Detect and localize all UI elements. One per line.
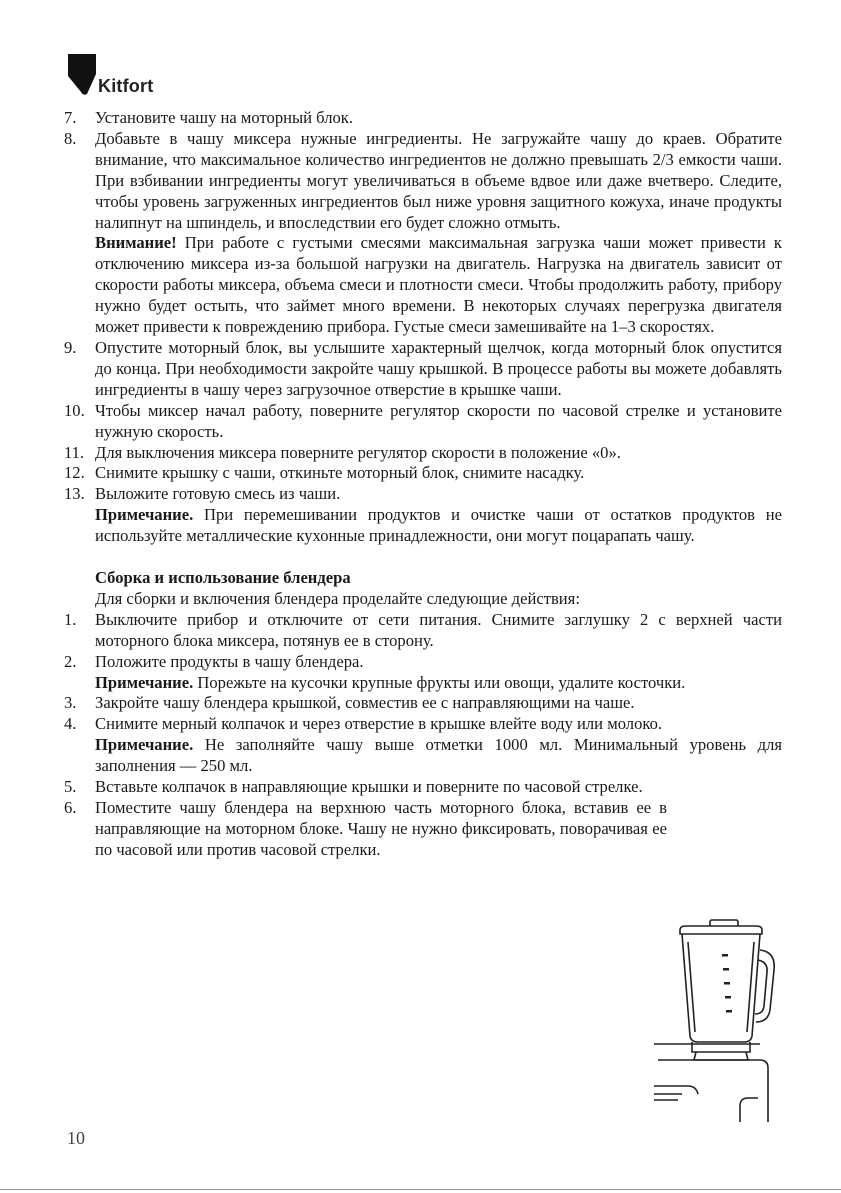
list-number: 11. <box>64 442 85 462</box>
list-text: Положите продукты в чашу блендера. <box>95 651 364 671</box>
warning-paragraph <box>64 233 782 338</box>
list-item <box>64 443 782 464</box>
list-item <box>64 463 782 484</box>
note-paragraph <box>64 673 782 694</box>
warning-label: Внимание! <box>95 233 177 253</box>
spacer <box>64 547 782 568</box>
list-text: Снимите мерный колпачок и через отверстие в крышке влейте воду или молоко. <box>95 714 663 734</box>
list-text: Опустите моторный блок, вы услышите характерный щелчок, когда моторный блок опустится до конца. При необходимости закройте чашу крышкой. В процессе работы вы можете добавлять ингредиенты в чашу через загрузочное отверстие в крышке чаши. <box>95 337 782 399</box>
page-content <box>64 108 782 861</box>
note-label: Примечание. <box>95 672 194 692</box>
list-text: Установите чашу на моторный блок. <box>95 108 354 127</box>
list-text: Выключите прибор и отключите от сети питания. Снимите заглушку 2 с верхней части моторного блока миксера, потянув ее в сторону. <box>95 609 782 650</box>
list-item <box>64 401 782 443</box>
list-number: 6. <box>64 798 77 817</box>
section-heading <box>64 568 782 589</box>
list-text: Снимите крышку с чаши, откиньте моторный блок, снимите насадку. <box>95 463 585 483</box>
kitfort-logo-mark-icon <box>67 52 97 96</box>
brand-logo <box>67 52 187 102</box>
list-item <box>64 484 782 505</box>
warning-text: При работе с густыми смесями максимальная загрузка чаши может привести к отключению миксера из-за большой нагрузки на двигатель. Нагрузка на двигатель зависит от скорости работы миксера, объема смеси и плотности смеси. Чтобы продолжить работу, прибору нужно будет остыть, что займет много времени. В некоторых случаях перегрузка двигателя может привести к повреждению прибора. Густые смеси замешивайте на 1–3 скоростях. <box>95 233 782 337</box>
list-number: 5. <box>64 777 77 797</box>
list-text: Для выключения миксера поверните регулятор скорости в положение «0». <box>95 442 621 462</box>
list-number: 13. <box>64 484 85 504</box>
list-text: Чтобы миксер начал работу, поверните регулятор скорости по часовой стрелке и установите нужную скорость. <box>95 400 782 441</box>
list-number: 4. <box>64 714 77 734</box>
note-paragraph <box>64 735 782 777</box>
note-text: Порежьте на кусочки крупные фрукты или овощи, удалите косточки. <box>193 672 686 692</box>
list-number: 9. <box>64 337 77 357</box>
note-text: При перемешивании продуктов и очистке чаши от остатков продуктов не используйте металлические кухонные принадлежности, они могут поцарапать чашу. <box>95 505 782 546</box>
note-label: Примечание. <box>95 505 194 525</box>
blender-jar-on-motor-base-icon <box>652 910 778 1122</box>
list-number: 10. <box>64 400 85 420</box>
list-text: Закройте чашу блендера крышкой, совместив ее с направляющими на чаше. <box>95 693 635 713</box>
list-item <box>64 798 667 861</box>
list-number: 1. <box>64 609 77 629</box>
brand-name: Kitfort <box>98 76 154 96</box>
list-number: 12. <box>64 463 85 483</box>
note-paragraph <box>64 505 782 547</box>
page-number: 10 <box>67 1128 85 1148</box>
section-heading-text: Сборка и использование блендера <box>95 568 351 588</box>
list-item <box>64 714 782 735</box>
list-item <box>64 652 782 673</box>
list-item <box>64 338 782 401</box>
list-text: Поместите чашу блендера на верхнюю часть моторного блока, вставив ее в направляющие на моторном блоке. Чашу не нужно фиксировать, поворачивая ее по часовой или против часовой стрелки. <box>95 798 667 859</box>
section-intro: Для сборки и включения блендера проделайте следующие действия: <box>95 588 580 608</box>
list-text: Добавьте в чашу миксера нужные ингредиенты. Не загружайте чашу до краев. Обратите внимание, что максимальное количество ингредиентов не должно превышать 2/3 емкости чаши. При взбивании ингредиенты могут увеличиваться в объеме вдвое или даже вчетверо. Следите, чтобы уровень загруженных ингредиентов был ниже уровня защитного кожуха, иначе продукты налипнут на шпиндель, и впоследствии его будет сложно отмыть. <box>95 128 782 232</box>
page-bottom-edge <box>0 1189 841 1190</box>
list-item <box>64 610 782 652</box>
list-number: 3. <box>64 693 77 713</box>
list-number: 7. <box>64 108 77 127</box>
list-item <box>64 693 782 714</box>
list-item <box>64 777 667 798</box>
note-label: Примечание. <box>95 735 194 755</box>
list-text: Выложите готовую смесь из чаши. <box>95 484 341 504</box>
list-number: 2. <box>64 651 77 671</box>
list-item <box>64 129 782 234</box>
list-number: 8. <box>64 128 77 148</box>
list-item <box>64 108 782 129</box>
note-text: Не заполняйте чашу выше отметки 1000 мл. Минимальный уровень для заполнения — 250 мл. <box>95 735 782 776</box>
list-text: Вставьте колпачок в направляющие крышки и поверните по часовой стрелке. <box>95 777 643 797</box>
